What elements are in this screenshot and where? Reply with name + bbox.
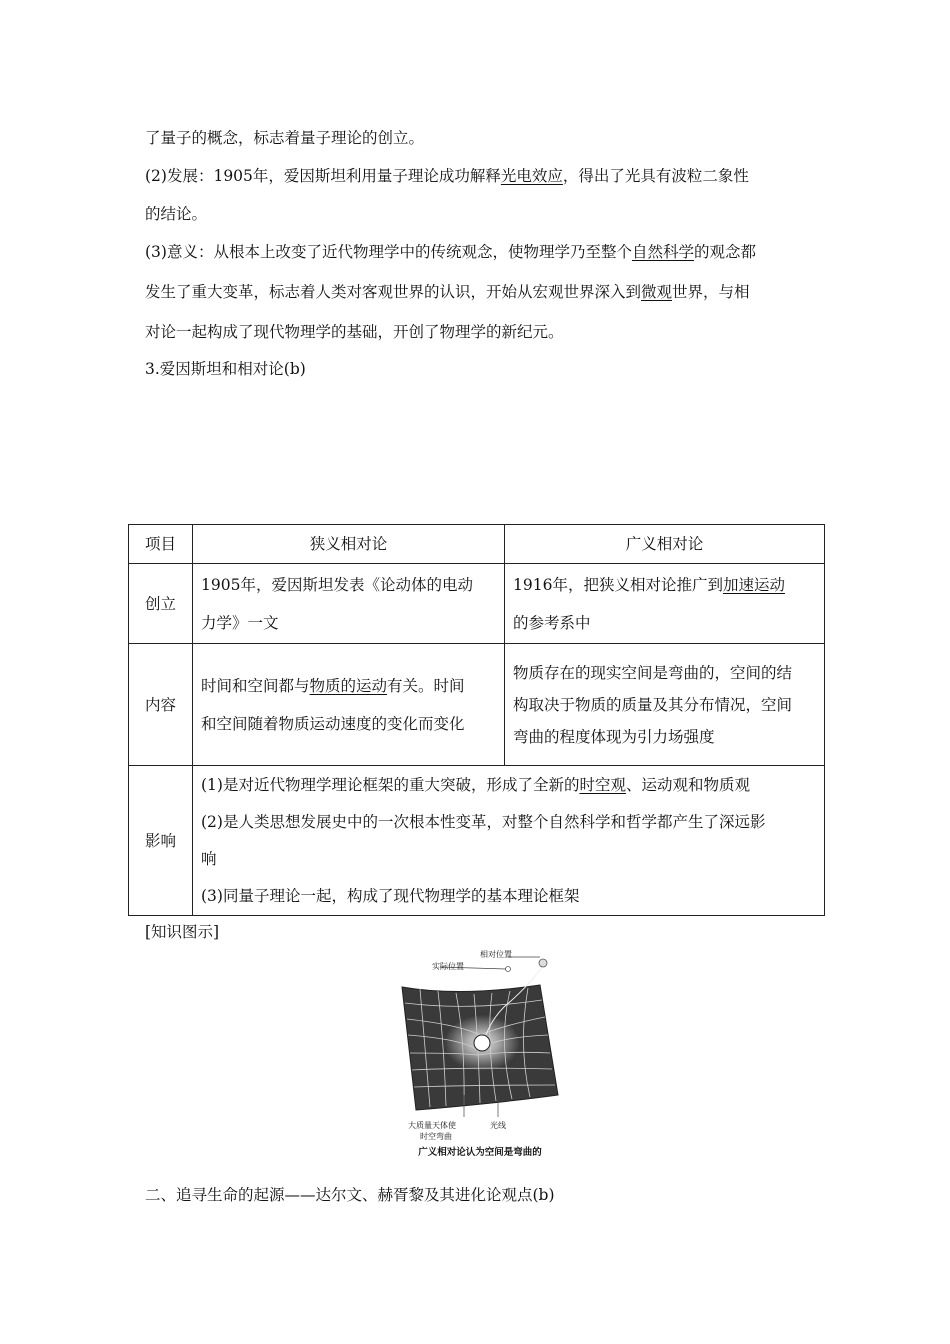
label-mass-line1: 大质量天体使 [408,1121,456,1130]
label-actual-position: 实际位置 [432,962,464,971]
table-row [129,644,825,766]
text: 时间和空间都与 [201,676,310,695]
label-mass-line2: 时空弯曲 [420,1132,452,1141]
apparent-position-icon [506,967,511,972]
cell-line: (2)是人类思想发展史中的一次根本性变革，对整个自然科学和哲学都产生了深远影 [201,812,766,831]
paragraph-line [145,322,564,342]
figure-caption: 广义相对论认为空间是弯曲的 [418,1147,542,1158]
row-label: 影响 [129,766,193,916]
figure-section-label: [知识图示] [145,923,220,941]
underlined-term: 光电效应 [500,167,563,185]
relativity-table [128,524,825,916]
cell-line [513,566,816,604]
text: 世界，与相 [672,283,750,301]
text: 3.爱因斯坦和相对论(b) [145,360,306,378]
star-icon [539,959,547,967]
cell-impact [193,766,825,916]
text: 二、追寻生命的起源——达尔文、赫胥黎及其进化论观点(b) [145,1186,555,1204]
text: 了量子的概念，标志着量子理论的创立。 [145,129,425,147]
cell-special [193,644,505,766]
curved-spacetime-figure [380,945,580,1160]
cell-special [193,564,505,644]
table-row [129,564,825,644]
underlined-term: 物质的运动 [309,676,388,695]
cell-line: 的参考系中 [513,613,591,632]
cell-line: 1905年，爱因斯坦发表《论动体的电动 [201,575,473,594]
paragraph-line [145,166,749,186]
row-label: 创立 [129,564,193,644]
text: 发生了重大变革，标志着人类对客观世界的认识，开始从宏观世界深入到 [145,283,642,301]
header-item: 项目 [129,525,193,564]
header-special: 狭义相对论 [193,525,505,564]
cell-line: 物质存在的现实空间是弯曲的，空间的结 [513,663,793,682]
table-row [129,766,825,916]
cell-line: (3)同量子理论一起，构成了现代物理学的基本理论框架 [201,886,580,905]
text: ，得出了光具有波粒二象性 [562,167,749,185]
cell-line: 响 [201,849,217,868]
underlined-term: 时空观 [579,775,626,794]
paragraph-line [145,204,207,224]
text: 的观念都 [693,243,756,261]
text: 的结论。 [145,205,208,223]
label-relative-position: 相对位置 [480,950,512,959]
cell-general [505,644,825,766]
underlined-term: 微观 [641,283,673,301]
header-general: 广义相对论 [505,525,825,564]
text: 1916年，把狭义相对论推广到 [513,575,723,594]
text: (3)意义：从根本上改变了近代物理学中的传统观念，使物理学乃至整个 [145,243,632,261]
underlined-term: 加速运动 [722,575,785,594]
cell-line: 和空间随着物质运动速度的变化而变化 [201,714,465,733]
table-header-row [129,525,825,564]
cell-line: 弯曲的程度体现为引力场强度 [513,727,715,746]
cell-line [201,667,496,705]
cell-general [505,564,825,644]
massive-body-icon [474,1035,490,1051]
text: 有关。时间 [387,676,465,695]
text: 、运动观和物质观 [625,775,750,794]
paragraph-line [145,282,750,302]
cell-line: 力学》一文 [201,613,279,632]
text: (2)发展：1905年，爱因斯坦利用量子理论成功解释 [145,167,501,185]
cell-line [201,767,816,804]
text: (1)是对近代物理学理论框架的重大突破，形成了全新的 [201,775,580,794]
section-heading [145,1185,555,1205]
underlined-term: 自然科学 [631,243,694,261]
row-label: 内容 [129,644,193,766]
text: 对论一起构成了现代物理学的基础，开创了物理学的新纪元。 [145,323,564,341]
label-light: 光线 [490,1121,506,1130]
paragraph-line [145,242,756,262]
section-subheading [145,359,306,379]
paragraph-line [145,128,424,148]
cell-line: 构取决于物质的质量及其分布情况，空间 [513,695,793,714]
